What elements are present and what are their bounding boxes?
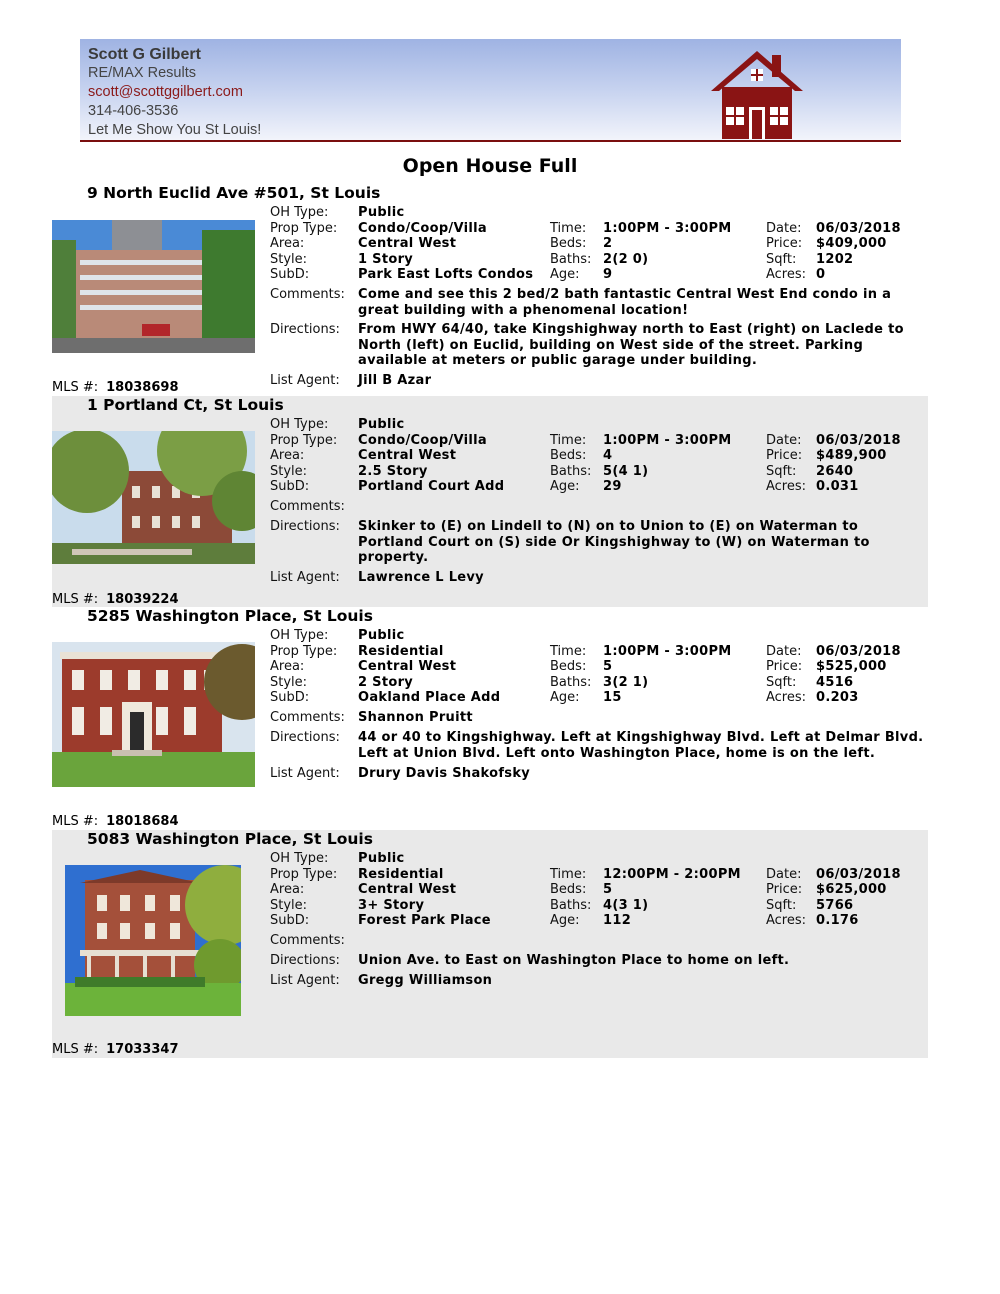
list-agent-label: List Agent:	[270, 973, 340, 988]
directions-label: Directions:	[270, 730, 340, 745]
directions-value: 44 or 40 to Kingshighway. Left at Kingshighway Blvd. Left at Delmar Blvd. Left at Union Blvd. Left onto Washington Place, home is on the left.	[358, 730, 924, 761]
date-label: Date:	[766, 867, 802, 882]
baths-label: Baths:	[550, 252, 592, 267]
age-label: Age:	[550, 690, 580, 705]
sqft-label: Sqft:	[766, 252, 797, 267]
beds-value: 5	[603, 659, 613, 674]
subd-value: Oakland Place Add	[358, 690, 501, 705]
list-agent-label: List Agent:	[270, 373, 340, 388]
listing-photo[interactable]	[65, 865, 241, 1016]
beds-label: Beds:	[550, 882, 587, 897]
subd-value: Forest Park Place	[358, 913, 491, 928]
beds-label: Beds:	[550, 236, 587, 251]
style-value: 2 Story	[358, 675, 414, 690]
agent-tagline: Let Me Show You St Louis!	[88, 122, 262, 138]
listing-photo[interactable]	[52, 220, 255, 353]
price-value: $409,000	[816, 236, 887, 251]
sqft-value: 5766	[816, 898, 854, 913]
agent-contact	[88, 45, 261, 140]
comments-value: Shannon Pruitt	[358, 710, 473, 725]
mls-number: MLS #: 18038698	[52, 380, 179, 395]
subd-label: SubD:	[270, 913, 310, 928]
beds-label: Beds:	[550, 659, 587, 674]
oh-type-label: OH Type:	[270, 417, 329, 432]
baths-value: 4(3 1)	[603, 898, 649, 913]
subd-value: Portland Court Add	[358, 479, 505, 494]
age-value: 112	[603, 913, 632, 928]
oh-type-label: OH Type:	[270, 628, 329, 643]
listing-photo[interactable]	[52, 431, 255, 564]
area-value: Central West	[358, 659, 457, 674]
prop-type-label: Prop Type:	[270, 221, 338, 236]
sqft-label: Sqft:	[766, 464, 797, 479]
directions-label: Directions:	[270, 519, 340, 534]
listing-card	[52, 184, 928, 396]
comments-label: Comments:	[270, 933, 345, 948]
oh-type-value: Public	[358, 417, 405, 432]
sqft-label: Sqft:	[766, 675, 797, 690]
sqft-label: Sqft:	[766, 898, 797, 913]
acres-label: Acres:	[766, 690, 807, 705]
baths-value: 3(2 1)	[603, 675, 649, 690]
acres-value: 0.031	[816, 479, 859, 494]
mls-number: MLS #: 17033347	[52, 1042, 179, 1057]
list-agent-value: Jill B Azar	[358, 373, 432, 388]
price-value: $525,000	[816, 659, 887, 674]
acres-value: 0.203	[816, 690, 859, 705]
subd-value: Park East Lofts Condos	[358, 267, 534, 282]
baths-label: Baths:	[550, 898, 592, 913]
time-label: Time:	[550, 433, 587, 448]
age-value: 9	[603, 267, 613, 282]
price-label: Price:	[766, 448, 803, 463]
age-label: Age:	[550, 267, 580, 282]
prop-type-label: Prop Type:	[270, 433, 338, 448]
oh-type-label: OH Type:	[270, 851, 329, 866]
list-agent-label: List Agent:	[270, 766, 340, 781]
agent-name: Scott G Gilbert	[88, 46, 201, 63]
prop-type-value: Residential	[358, 867, 444, 882]
directions-label: Directions:	[270, 953, 340, 968]
date-label: Date:	[766, 644, 802, 659]
acres-label: Acres:	[766, 913, 807, 928]
subd-label: SubD:	[270, 479, 310, 494]
prop-type-value: Condo/Coop/Villa	[358, 433, 487, 448]
time-label: Time:	[550, 644, 587, 659]
area-value: Central West	[358, 236, 457, 251]
list-agent-value: Drury Davis Shakofsky	[358, 766, 531, 781]
style-label: Style:	[270, 898, 308, 913]
acres-value: 0.176	[816, 913, 859, 928]
area-label: Area:	[270, 448, 305, 463]
beds-value: 2	[603, 236, 613, 251]
directions-value: Union Ave. to East on Washington Place to home on left.	[358, 953, 790, 968]
price-value: $625,000	[816, 882, 887, 897]
agent-email[interactable]: scott@scottggilbert.com	[88, 84, 243, 100]
list-agent-value: Gregg Williamson	[358, 973, 493, 988]
date-value: 06/03/2018	[816, 644, 901, 659]
time-label: Time:	[550, 221, 587, 236]
brokerage: RE/MAX Results	[88, 65, 196, 81]
oh-type-label: OH Type:	[270, 205, 329, 220]
sqft-value: 2640	[816, 464, 854, 479]
beds-value: 5	[603, 882, 613, 897]
page-title: Open House Full	[402, 155, 578, 177]
style-label: Style:	[270, 252, 308, 267]
prop-type-label: Prop Type:	[270, 644, 338, 659]
agent-phone: 314-406-3536	[88, 103, 179, 119]
listing-address[interactable]: 5285 Washington Place, St Louis	[87, 607, 373, 625]
list-agent-value: Lawrence L Levy	[358, 570, 484, 585]
baths-label: Baths:	[550, 464, 592, 479]
date-value: 06/03/2018	[816, 433, 901, 448]
baths-value: 2(2 0)	[603, 252, 649, 267]
date-value: 06/03/2018	[816, 221, 901, 236]
comments-label: Comments:	[270, 287, 345, 302]
acres-value: 0	[816, 267, 826, 282]
beds-label: Beds:	[550, 448, 587, 463]
prop-type-value: Residential	[358, 644, 444, 659]
oh-type-value: Public	[358, 628, 405, 643]
price-label: Price:	[766, 659, 803, 674]
directions-value: Skinker to (E) on Lindell to (N) on to Union to (E) on Waterman to Portland Court on (S) side Or Kingshighway to (W) on Waterman to property.	[358, 519, 870, 565]
date-label: Date:	[766, 221, 802, 236]
oh-type-value: Public	[358, 851, 405, 866]
comments-label: Comments:	[270, 499, 345, 514]
style-label: Style:	[270, 675, 308, 690]
prop-type-label: Prop Type:	[270, 867, 338, 882]
directions-value: From HWY 64/40, take Kingshighway north to East (right) on Laclede to North (left) on Euclid, building on West side of the street. Parking available at meters or public garage under building.	[358, 322, 904, 368]
time-value: 12:00PM - 2:00PM	[603, 867, 741, 882]
house-logo-icon	[710, 49, 805, 139]
area-value: Central West	[358, 448, 457, 463]
style-label: Style:	[270, 464, 308, 479]
listing-address[interactable]: 1 Portland Ct, St Louis	[87, 396, 284, 414]
area-value: Central West	[358, 882, 457, 897]
price-value: $489,900	[816, 448, 887, 463]
listing-card	[52, 830, 928, 1058]
style-value: 1 Story	[358, 252, 414, 267]
prop-type-value: Condo/Coop/Villa	[358, 221, 487, 236]
listing-card	[52, 396, 928, 607]
sqft-value: 4516	[816, 675, 854, 690]
age-value: 15	[603, 690, 622, 705]
date-value: 06/03/2018	[816, 867, 901, 882]
header-banner	[80, 39, 901, 142]
directions-label: Directions:	[270, 322, 340, 337]
oh-type-value: Public	[358, 205, 405, 220]
time-value: 1:00PM - 3:00PM	[603, 433, 732, 448]
age-label: Age:	[550, 479, 580, 494]
age-value: 29	[603, 479, 622, 494]
acres-label: Acres:	[766, 267, 807, 282]
style-value: 3+ Story	[358, 898, 425, 913]
time-value: 1:00PM - 3:00PM	[603, 221, 732, 236]
sqft-value: 1202	[816, 252, 854, 267]
listing-card	[52, 607, 928, 830]
mls-number: MLS #: 18018684	[52, 814, 179, 829]
area-label: Area:	[270, 659, 305, 674]
area-label: Area:	[270, 882, 305, 897]
listing-address[interactable]: 5083 Washington Place, St Louis	[87, 830, 373, 848]
area-label: Area:	[270, 236, 305, 251]
price-label: Price:	[766, 882, 803, 897]
acres-label: Acres:	[766, 479, 807, 494]
style-value: 2.5 Story	[358, 464, 428, 479]
subd-label: SubD:	[270, 267, 310, 282]
time-label: Time:	[550, 867, 587, 882]
listing-address[interactable]: 9 North Euclid Ave #501, St Louis	[87, 184, 381, 202]
comments-value: Come and see this 2 bed/2 bath fantastic Central West End condo in a great building with a phenomenal location!	[358, 287, 892, 318]
baths-value: 5(4 1)	[603, 464, 649, 479]
comments-label: Comments:	[270, 710, 345, 725]
date-label: Date:	[766, 433, 802, 448]
list-agent-label: List Agent:	[270, 570, 340, 585]
price-label: Price:	[766, 236, 803, 251]
beds-value: 4	[603, 448, 613, 463]
subd-label: SubD:	[270, 690, 310, 705]
time-value: 1:00PM - 3:00PM	[603, 644, 732, 659]
age-label: Age:	[550, 913, 580, 928]
baths-label: Baths:	[550, 675, 592, 690]
mls-number: MLS #: 18039224	[52, 592, 179, 607]
listing-photo[interactable]	[52, 642, 255, 787]
